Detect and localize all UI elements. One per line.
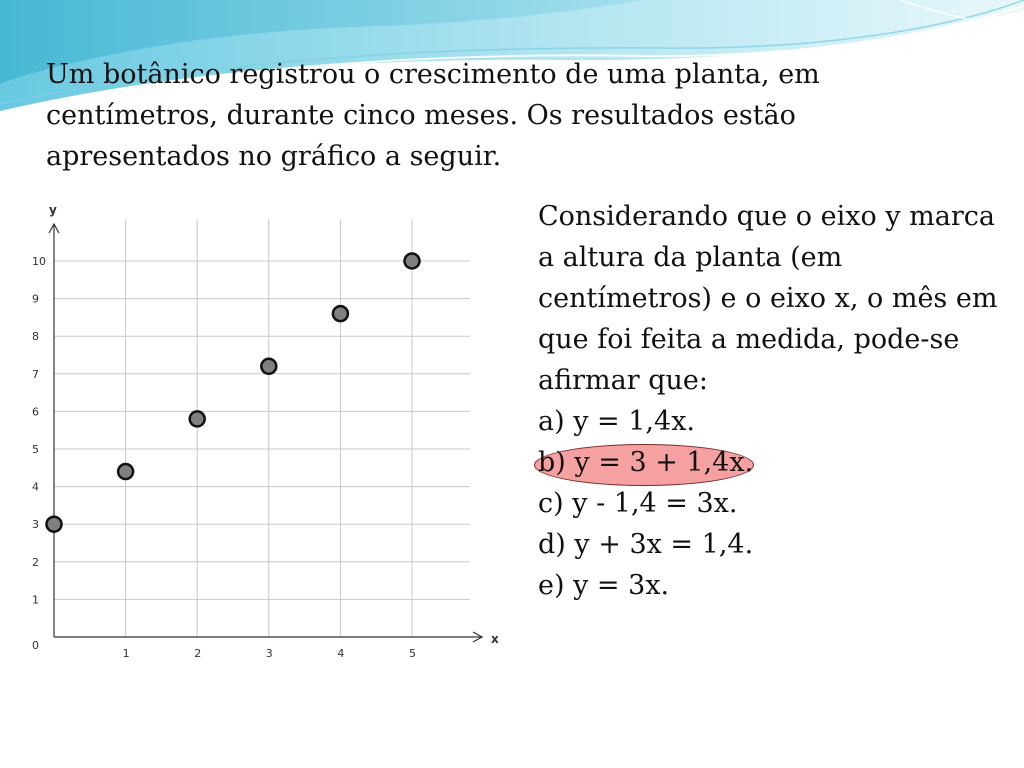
y-tick-label: 1 [32, 593, 39, 607]
data-point [405, 254, 420, 269]
y-tick-label: 0 [32, 639, 39, 652]
option-b-label: b) y = 3 + 1,4x. [538, 447, 754, 478]
x-tick-label: 2 [194, 647, 202, 660]
option-a-label: a) y = 1,4x. [538, 406, 696, 437]
data-point [333, 306, 348, 321]
option-c-label: c) y - 1,4 = 3x. [538, 488, 738, 519]
y-tick-label: 2 [32, 555, 39, 569]
y-tick-label: 5 [32, 443, 39, 456]
y-axis-label: y [49, 203, 57, 217]
x-tick-label: 1 [122, 647, 130, 660]
y-tick-label: 7 [32, 367, 39, 381]
y-tick-label: 9 [32, 292, 39, 306]
question-stem: Considerando que o eixo y marca a altura da planta (em centímetros) e o eixo x, o mês em que foi feita a medida, pode-se afirmar que: [538, 201, 998, 396]
data-point [118, 464, 133, 479]
y-tick-label: 10 [32, 255, 46, 268]
question-block [538, 196, 1018, 606]
option-d-label: d) y + 3x = 1,4. [538, 529, 754, 560]
y-tick-label: 3 [32, 518, 39, 532]
data-point [47, 517, 62, 532]
x-tick-label: 4 [337, 647, 345, 660]
chart-svg [22, 196, 500, 672]
data-point [261, 359, 276, 374]
scatter-chart [22, 196, 500, 672]
option-e[interactable] [538, 565, 1018, 606]
option-c[interactable] [538, 483, 1018, 524]
intro-text: Um botânico registrou o crescimento de uma planta, em centímetros, durante cinco meses. Os resultados estão apresentados no gráfico a seguir. [46, 59, 820, 172]
x-axis-label: x [491, 632, 499, 646]
y-tick-label: 4 [32, 480, 39, 494]
option-a[interactable] [538, 401, 1018, 442]
x-tick-label: 3 [265, 647, 273, 660]
data-point [190, 411, 205, 426]
option-e-label: e) y = 3x. [538, 570, 670, 601]
y-tick-label: 8 [32, 330, 39, 344]
y-tick-label: 6 [32, 405, 39, 419]
option-b[interactable] [538, 442, 1018, 483]
option-d[interactable] [538, 524, 1018, 565]
x-tick-label: 5 [409, 647, 416, 660]
